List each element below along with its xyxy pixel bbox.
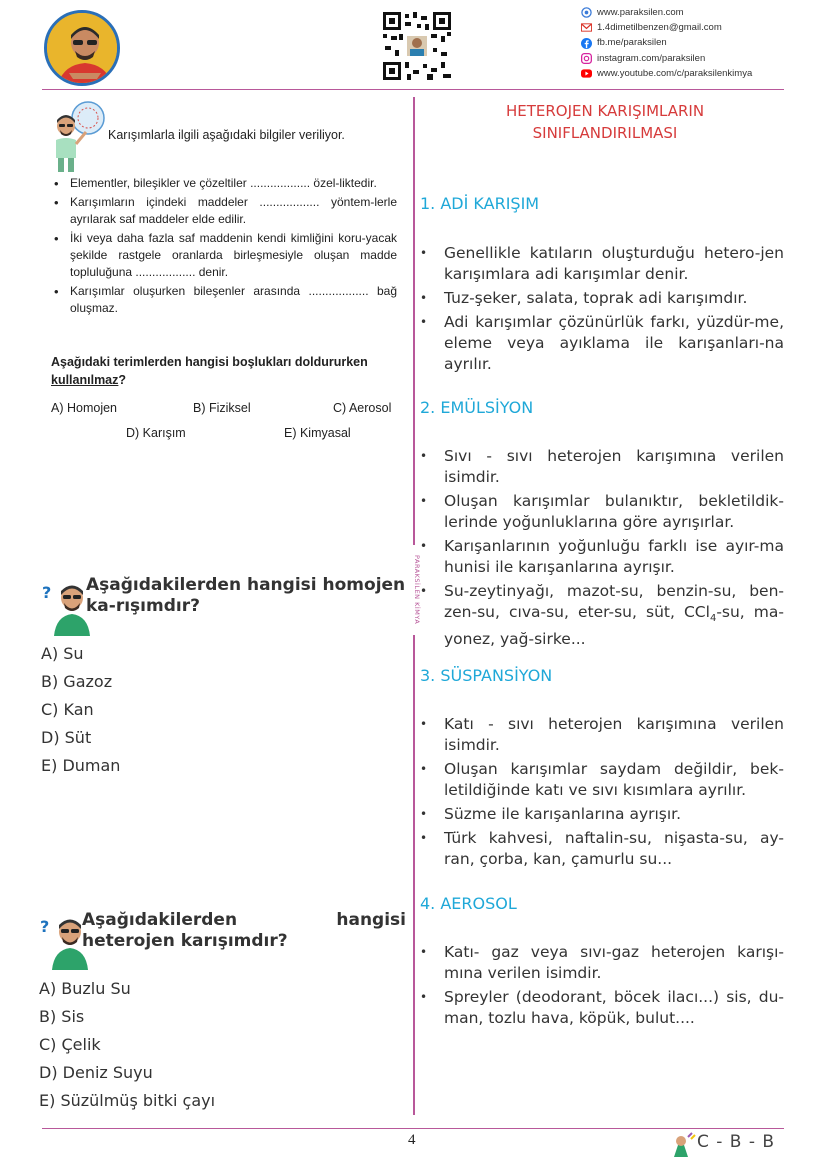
question1-prompt-underlined: kullanılmaz: [51, 373, 119, 387]
question1-prompt-prefix: Aşağıdaki terimlerden hangisi boşlukları doldururken: [51, 355, 368, 369]
section-title-line1: HETEROJEN KARIŞIMLARIN: [505, 102, 705, 120]
question1-prompt-suffix: ?: [118, 373, 127, 387]
list-emulsiyon: [420, 446, 784, 653]
contact-website-text: www.paraksilen.com: [597, 7, 684, 18]
answer-key: C - B - B: [697, 1132, 776, 1152]
contact-youtube-text: www.youtube.com/c/paraksilenkimya: [597, 67, 753, 79]
contact-youtube[interactable]: [581, 66, 752, 81]
question1-intro: Karışımlarla ilgili aşağıdaki bilgiler veriliyor.: [108, 128, 345, 142]
youtube-icon: [581, 68, 592, 79]
svg-text:?: ?: [40, 917, 50, 936]
question1-option-a[interactable]: A) Homojen: [51, 401, 117, 415]
question3-option-c[interactable]: C) Çelik: [39, 1035, 101, 1054]
divider-brand-text: PARAKSİLEN KİMYA: [407, 545, 421, 635]
heading-aerosol: 4. AEROSOL: [420, 894, 517, 913]
list-item: • Katı - sıvı heterojen karışımına verilen isimdir.: [420, 714, 784, 756]
web-icon: [581, 7, 592, 18]
list-suspansiyon: [420, 714, 784, 873]
question3-prompt: Aşağıdakilerden hangisi heterojen karışımdır?: [82, 910, 406, 951]
question1-option-b[interactable]: B) Fiziksel: [193, 401, 251, 415]
list-item: • Adi karışımlar çözünürlük farkı, yüzdür-me, eleme veya ayıklama ile karışanları-na ayrılır.: [420, 312, 784, 375]
question3-option-b[interactable]: B) Sis: [39, 1007, 85, 1026]
question1-option-d[interactable]: D) Karışım: [126, 426, 186, 440]
question3-option-a[interactable]: A) Buzlu Su: [39, 979, 131, 998]
question1-statements: [52, 175, 397, 319]
statement-item: • Karışımların içindeki maddeler .................. yöntem-lerle ayrılarak saf maddeler elde edilir.: [52, 194, 397, 228]
list-item: • Tuz-şeker, salata, toprak adi karışımdır.: [420, 288, 784, 309]
author-avatar: [44, 10, 120, 86]
heading-suspansiyon: 3. SÜSPANSİYON: [420, 666, 553, 685]
statement-item: • Elementler, bileşikler ve çözeltiler .................. özel-liktedir.: [52, 175, 397, 192]
list-item: • Oluşan karışımlar saydam değildir, bek-letildiğinde katı ve sıvı kısımlara ayrılır.: [420, 759, 784, 801]
statement-item: • İki veya daha fazla saf maddenin kendi kimliğini koru-yacak şekilde rastgele oranlarda birleşmesiyle oluşan madde topluluğuna .................. denir.: [52, 230, 397, 281]
question2-option-a[interactable]: A) Su: [41, 644, 84, 663]
list-item: • Spreyler (deodorant, böcek ilacı...) sis, du-man, tozlu hava, köpük, bulut....: [420, 987, 784, 1029]
question2-options: [41, 640, 120, 780]
list-item: • Katı- gaz veya sıvı-gaz heterojen karışı-mına verilen isimdir.: [420, 942, 784, 984]
contact-instagram[interactable]: [581, 51, 752, 66]
question2-option-e[interactable]: E) Duman: [41, 756, 121, 775]
section-title-line2: SINIFLANDIRILMASI: [532, 124, 678, 142]
question3-options: [39, 975, 215, 1115]
contact-email-text: 1.4dimetilbenzen@gmail.com: [597, 22, 722, 34]
contact-instagram-text: instagram.com/paraksilen: [597, 52, 706, 64]
list-adi-karisim: [420, 243, 784, 378]
list-item-with-formula: • Su-zeytinyağı, mazot-su, benzin-su, ben-zen-su, cıva-su, eter-su, süt, CCl$_4$-su, ma-yonez, yağ-sirke...: [420, 581, 784, 650]
header-divider: [42, 89, 784, 90]
section-title: [470, 100, 740, 144]
contact-facebook-text: fb.me/paraksilen: [597, 37, 667, 49]
list-aerosol: [420, 942, 784, 1032]
contact-list: [581, 5, 752, 81]
question2-option-c[interactable]: C) Kan: [41, 700, 94, 719]
question1-option-c[interactable]: C) Aerosol: [333, 401, 392, 415]
question2-prompt: Aşağıdakilerden hangisi homojen ka-rışımdır?: [86, 575, 406, 616]
qr-code[interactable]: [383, 12, 451, 80]
chemist-flask-icon: [668, 1131, 696, 1159]
list-item: • Süzme ile karışanlarına ayrışır.: [420, 804, 784, 825]
contact-website[interactable]: [581, 5, 752, 20]
question1-prompt: [51, 353, 396, 389]
list-item: • Sıvı - sıvı heterojen karışımına verilen isimdir.: [420, 446, 784, 488]
question3-option-e[interactable]: E) Süzülmüş bitki çayı: [39, 1091, 216, 1110]
gmail-icon: [581, 22, 592, 33]
footer-divider: [42, 1128, 784, 1129]
question2-option-d[interactable]: D) Süt: [41, 728, 92, 747]
question2-option-b[interactable]: B) Gazoz: [41, 672, 113, 691]
statement-item: • Karışımlar oluşurken bileşenler arasında .................. bağ oluşmaz.: [52, 283, 397, 317]
list-item: • Karışanlarının yoğunluğu farklı ise ayır-ma hunisi ile karışanlarına ayrışır.: [420, 536, 784, 578]
facebook-icon: [581, 38, 592, 49]
list-item: • Genellikle katıların oluşturduğu hetero-jen karışımlara adi karışımlar denir.: [420, 243, 784, 285]
question1-option-e[interactable]: E) Kimyasal: [284, 426, 351, 440]
teacher-with-globe-illustration: [46, 96, 108, 176]
list-item: • Oluşan karışımlar bulanıktır, bekletildik-lerinde yoğunluklarına göre ayrışırlar.: [420, 491, 784, 533]
contact-email[interactable]: [581, 20, 752, 35]
page-number: 4: [408, 1132, 416, 1148]
list-item: • Türk kahvesi, naftalin-su, nişasta-su, ay-ran, çorba, kan, çamurlu su...: [420, 828, 784, 870]
instagram-icon: [581, 53, 592, 64]
contact-facebook[interactable]: [581, 35, 752, 50]
svg-text:?: ?: [42, 583, 52, 602]
heading-adi-karisim: 1. ADİ KARIŞIM: [420, 194, 540, 213]
question3-option-d[interactable]: D) Deniz Suyu: [39, 1063, 153, 1082]
heading-emulsiyon: 2. EMÜLSİYON: [420, 398, 534, 417]
